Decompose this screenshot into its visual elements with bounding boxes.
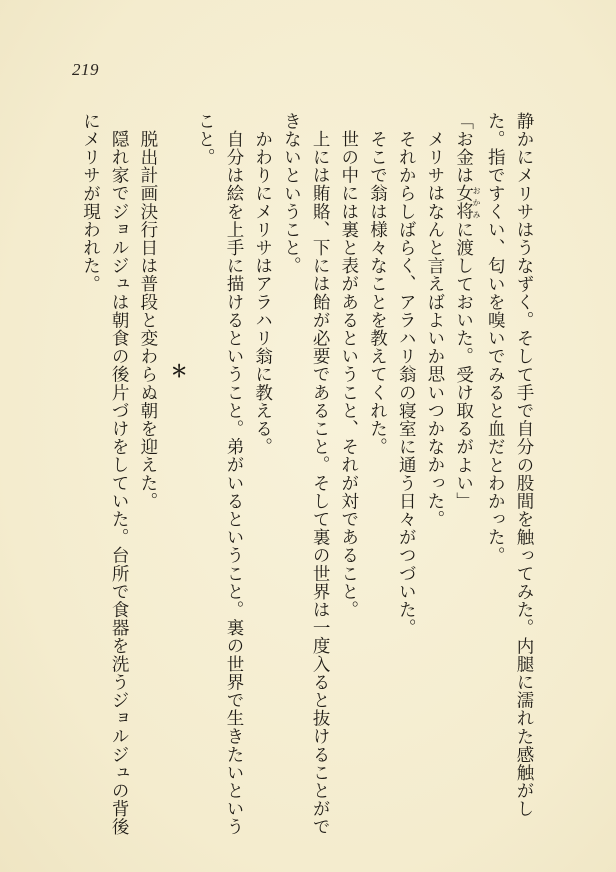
text-line: た。指ですくい、匂いを嗅いでみると血だとわかった。 <box>485 112 506 565</box>
text-line: それからしばらく、アラハリ翁の寝室に通う日々がつづいた。 <box>396 129 417 637</box>
text-line: 脱出計画決行日は普段と変わらぬ朝を迎えた。 <box>137 129 158 510</box>
vertical-text-body <box>58 112 538 836</box>
text-line-with-ruby <box>449 112 481 812</box>
text-line: そこで翁は様々なことを教えてくれた。 <box>367 129 388 456</box>
text-segment: 「お金は <box>453 112 474 185</box>
text-line: 世の中には裏と表があるということ、それが対であること。 <box>338 129 359 619</box>
text-line: にメリサが現われた。 <box>80 112 101 293</box>
section-separator <box>162 112 191 812</box>
text-line: メリサはなんと言えばよいか思いつかなかった。 <box>424 129 445 528</box>
text-line: 上には賄賂、下には飴が必要であること。そして裏の世界は一度入ると抜けることがで <box>310 129 331 836</box>
ruby-annotation <box>453 184 482 221</box>
text-line: 静かにメリサはうなずく。そして手で自分の股間を触ってみた。内腿に濡れた感触がし <box>514 112 534 818</box>
ruby-base: 女将 <box>453 184 474 221</box>
ruby-reading: おかみ <box>472 184 482 221</box>
text-line: かわりにメリサはアラハリ翁に教える。 <box>252 129 273 456</box>
text-segment: に渡しておいた。受け取るがよい」 <box>453 220 474 511</box>
text-line: 隠れ家でジョルジュは朝食の後片づけをしていた。台所で食器を洗うジョルジュの背後 <box>109 129 130 836</box>
text-line: 自分は絵を上手に描けるということ。弟がいるということ。裏の世界で生きたいという <box>223 129 244 836</box>
text-line: こと。 <box>195 112 216 167</box>
asterisk-separator-icon: ＊ <box>166 362 187 380</box>
page-number: 219 <box>72 60 99 79</box>
text-line: きないということ。 <box>281 112 302 275</box>
